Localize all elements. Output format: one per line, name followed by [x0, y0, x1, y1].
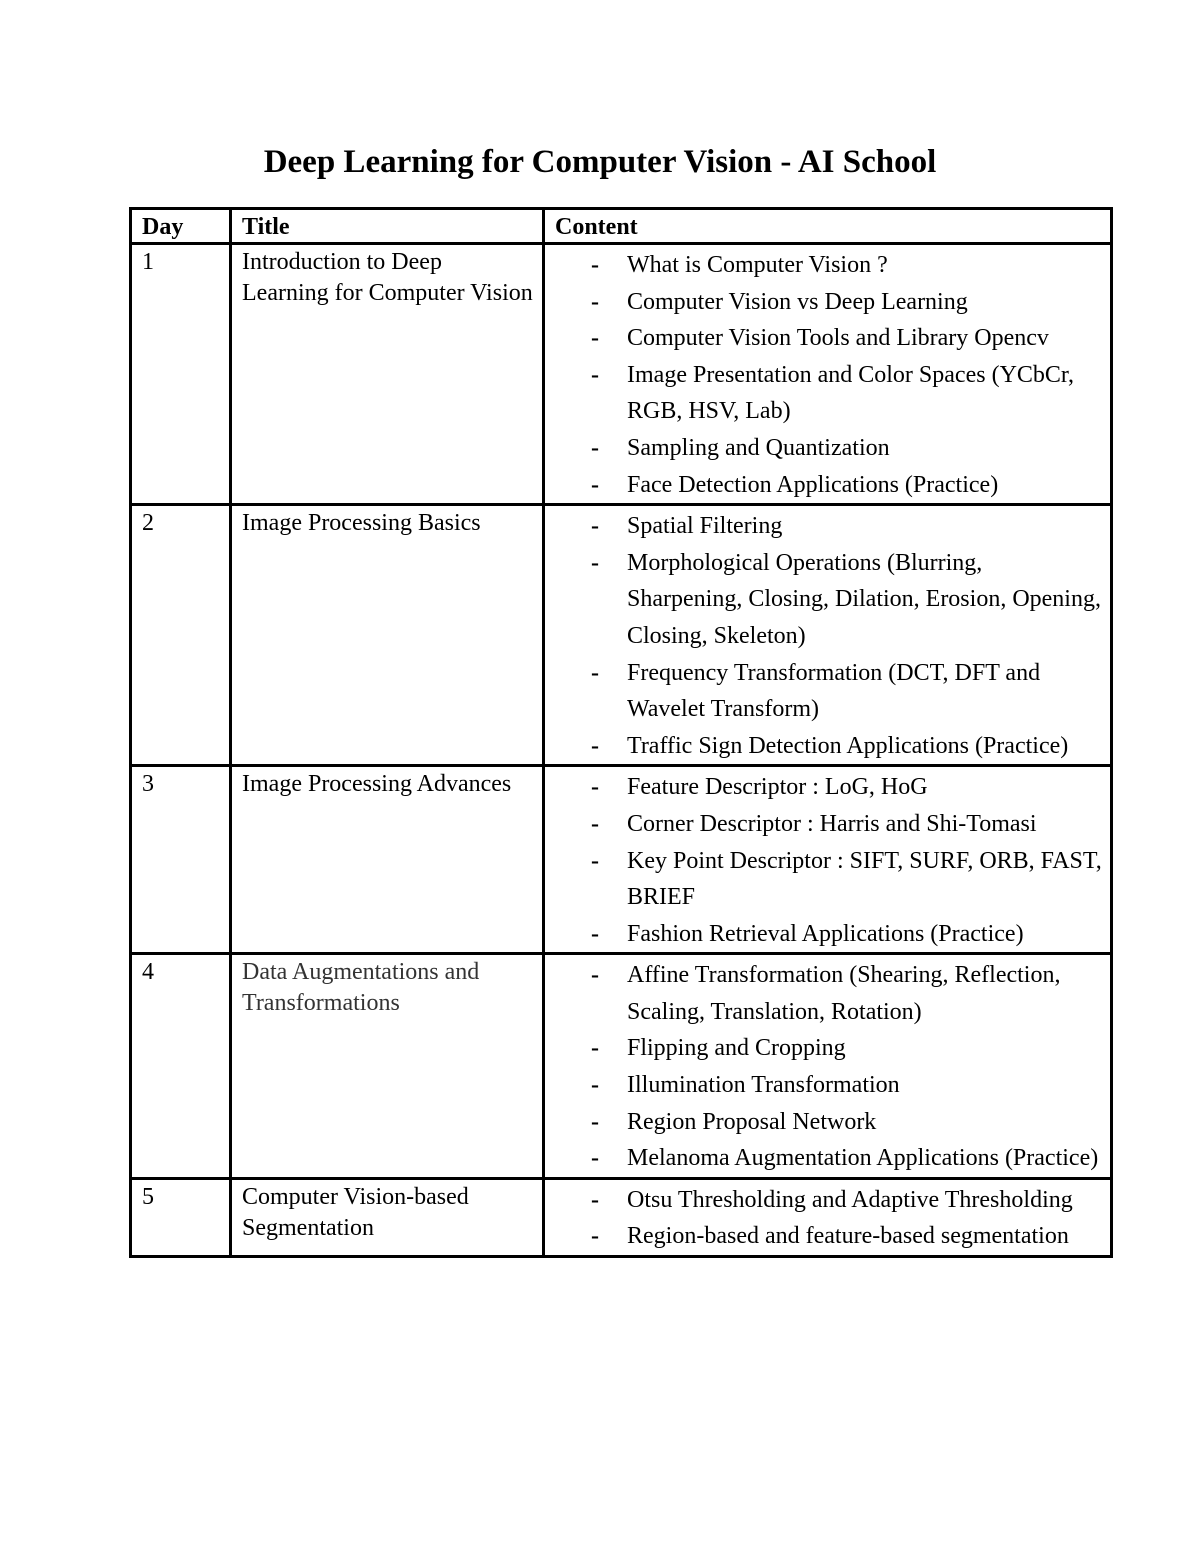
- day-number: 2: [131, 505, 231, 766]
- list-item-text: Key Point Descriptor : SIFT, SURF, ORB, FAST, BRIEF: [627, 847, 1102, 911]
- list-item-text: Flipping and Cropping: [627, 1035, 846, 1062]
- bullet-dash: -: [591, 288, 599, 315]
- day-content: [544, 1178, 1112, 1256]
- content-list: [555, 1182, 1102, 1255]
- day-content: [544, 954, 1112, 1179]
- list-item-text: Face Detection Applications (Practice): [627, 471, 999, 498]
- bullet-dash: -: [591, 252, 599, 278]
- bullet-dash: -: [591, 1223, 599, 1250]
- bullet-dash: -: [591, 1145, 599, 1172]
- list-item-text: Computer Vision vs Deep Learning: [627, 288, 968, 315]
- list-item-text: Morphological Operations (Blurring, Sharpening, Closing, Dilation, Erosion, Opening, Closing, Skeleton): [627, 549, 1101, 649]
- list-item: [591, 843, 1102, 916]
- list-item: [591, 957, 1102, 1030]
- list-item-text: Traffic Sign Detection Applications (Practice): [627, 732, 1069, 759]
- day-number: 4: [131, 954, 231, 1179]
- list-item-text: Region-based and feature-based segmentation: [627, 1223, 1069, 1250]
- list-item: [591, 655, 1102, 728]
- list-item-text: Fashion Retrieval Applications (Practice): [627, 920, 1024, 947]
- list-item: [591, 357, 1102, 430]
- bullet-dash: -: [591, 847, 599, 874]
- bullet-dash: -: [591, 1072, 599, 1099]
- list-item-text: Computer Vision Tools and Library Opencv: [627, 325, 1049, 352]
- list-item-text: Feature Descriptor : LoG, HoG: [627, 774, 928, 801]
- bullet-dash: -: [591, 732, 599, 759]
- table-row: [131, 505, 1112, 766]
- table-row: [131, 1178, 1112, 1256]
- list-item: [591, 545, 1102, 655]
- header-title: Title: [231, 209, 544, 244]
- list-item: [591, 1104, 1102, 1141]
- schedule-table: [129, 207, 1113, 1258]
- content-list: [555, 769, 1102, 952]
- day-title: Image Processing Advances: [231, 766, 544, 954]
- header-day: Day: [131, 209, 231, 244]
- day-content: [544, 244, 1112, 505]
- list-item: [591, 1067, 1102, 1104]
- list-item: [591, 769, 1102, 806]
- day-content: [544, 505, 1112, 766]
- header-content: Content: [544, 209, 1112, 244]
- day-number: 1: [131, 244, 231, 505]
- table-row: [131, 954, 1112, 1179]
- table-row: [131, 244, 1112, 505]
- list-item-text: Melanoma Augmentation Applications (Practice): [627, 1145, 1099, 1172]
- bullet-dash: -: [591, 1186, 599, 1213]
- list-item-text: Illumination Transformation: [627, 1072, 900, 1099]
- day-title: Introduction to Deep Learning for Computer Vision: [231, 244, 544, 505]
- bullet-dash: -: [591, 810, 599, 837]
- bullet-dash: -: [591, 962, 599, 989]
- table-row: [131, 766, 1112, 954]
- bullet-dash: -: [591, 659, 599, 686]
- list-item-text: Spatial Filtering: [627, 513, 783, 540]
- list-item-text: Region Proposal Network: [627, 1108, 877, 1135]
- day-number: 3: [131, 766, 231, 954]
- bullet-dash: -: [591, 434, 599, 461]
- bullet-dash: -: [591, 325, 599, 352]
- list-item: [591, 247, 1102, 284]
- bullet-dash: -: [591, 1108, 599, 1135]
- bullet-dash: -: [591, 361, 599, 388]
- day-title: Image Processing Basics: [231, 505, 544, 766]
- list-item: [591, 320, 1102, 357]
- list-item: [591, 1218, 1102, 1255]
- list-item-text: Corner Descriptor : Harris and Shi-Tomasi: [627, 810, 1037, 837]
- list-item: [591, 916, 1102, 953]
- day-content: [544, 766, 1112, 954]
- list-item: [591, 430, 1102, 467]
- content-list: [555, 508, 1102, 764]
- bullet-dash: -: [591, 774, 599, 801]
- list-item: [591, 1140, 1102, 1177]
- table-header-row: [131, 209, 1112, 244]
- list-item-text: Otsu Thresholding and Adaptive Thresholding: [627, 1186, 1073, 1213]
- page-title: Deep Learning for Computer Vision - AI School: [263, 144, 937, 180]
- bullet-dash: -: [591, 920, 599, 947]
- list-item: [591, 1182, 1102, 1219]
- bullet-dash: -: [591, 1035, 599, 1062]
- bullet-dash: -: [591, 513, 599, 540]
- list-item-text: Image Presentation and Color Spaces (YCbCr, RGB, HSV, Lab): [627, 361, 1074, 425]
- day-title: Computer Vision-based Segmentation: [231, 1178, 544, 1256]
- list-item-text: Frequency Transformation (DCT, DFT and Wavelet Transform): [627, 659, 1041, 723]
- list-item: [591, 1030, 1102, 1067]
- content-list: [555, 247, 1102, 503]
- day-title: Data Augmentations and Transformations: [231, 954, 544, 1179]
- list-item: [591, 284, 1102, 321]
- content-list: [555, 957, 1102, 1177]
- list-item: [591, 806, 1102, 843]
- bullet-dash: -: [591, 549, 599, 576]
- list-item: [591, 508, 1102, 545]
- list-item: [591, 467, 1102, 504]
- list-item: [591, 728, 1102, 765]
- list-item-text: What is Computer Vision ?: [627, 252, 888, 278]
- day-number: 5: [131, 1178, 231, 1256]
- list-item-text: Sampling and Quantization: [627, 434, 890, 461]
- list-item-text: Affine Transformation (Shearing, Reflection, Scaling, Translation, Rotation): [627, 962, 1061, 1025]
- bullet-dash: -: [591, 471, 599, 498]
